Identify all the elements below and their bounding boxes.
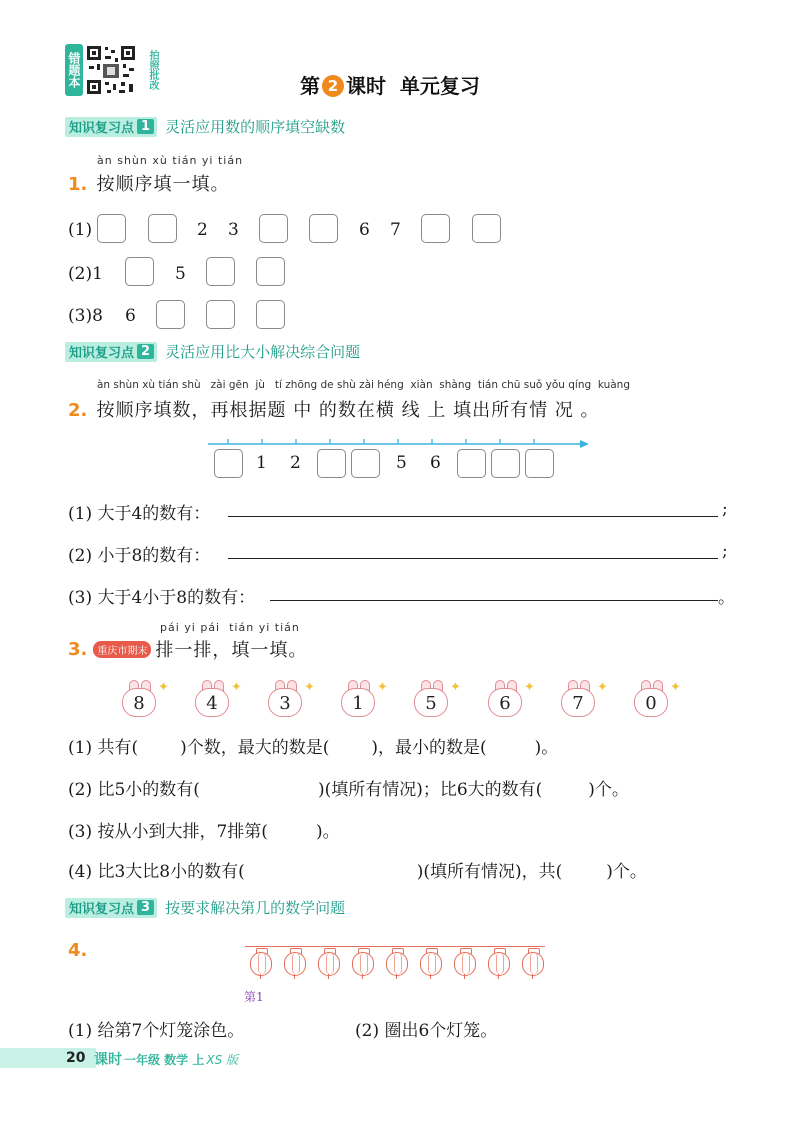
- number-card: 1 ✦: [339, 680, 377, 716]
- section-header-2: [65, 341, 360, 362]
- number-card: 4 ✦: [193, 680, 231, 716]
- qr-code-icon[interactable]: [85, 44, 137, 96]
- footer-brand: 课时 一年级 数学 上 XS 版: [94, 1052, 239, 1068]
- answer-box[interactable]: [256, 257, 285, 286]
- number-line-box[interactable]: [491, 449, 520, 478]
- number-card: 7 ✦: [559, 680, 597, 716]
- lantern[interactable]: [250, 948, 272, 978]
- lesson-number-badge: 2: [322, 75, 344, 97]
- review-point-badge: 知识复习点 1: [65, 117, 157, 137]
- answer-box[interactable]: [125, 257, 154, 286]
- q2-end-2: ;: [722, 541, 728, 561]
- given-number: 5: [175, 264, 186, 284]
- given-number: 7: [390, 220, 401, 240]
- q1-row1-label: (1): [68, 220, 93, 240]
- section-header-1: [65, 116, 345, 137]
- page-title: 第 2 课时 单元复习: [300, 74, 480, 98]
- q4-item-2: (2) 圈出6个灯笼。: [355, 1021, 498, 1041]
- answer-box[interactable]: [206, 257, 235, 286]
- number-line-box[interactable]: [351, 449, 380, 478]
- q1-prompt: 1. 按顺序填一填。: [68, 174, 230, 195]
- answer-box[interactable]: [309, 214, 338, 243]
- lantern-string: [245, 946, 545, 947]
- q2-prompt: 2. 按顺序填数，再根据题 中 的数在横 线 上 填出所有情 况 。: [68, 400, 600, 421]
- q3-line-1: (1) 共有( )个数，最大的数是( )，最小的数是( )。: [68, 738, 559, 758]
- number-line-box[interactable]: [457, 449, 486, 478]
- q3-pinyin: pái yi pái tián yi tián: [160, 621, 300, 634]
- given-number: 2: [197, 220, 208, 240]
- q4-item-1: (1) 给第7个灯笼涂色。: [68, 1021, 245, 1041]
- page-number: 20: [66, 1050, 86, 1066]
- review-point-badge: 知识复习点 2: [65, 342, 157, 362]
- given-number: 6: [125, 306, 136, 326]
- q3-line-4: (4) 比3大比8小的数有( )(填所有情况)，共( )个。: [68, 862, 647, 882]
- lantern[interactable]: [352, 948, 374, 978]
- lantern[interactable]: [386, 948, 408, 978]
- lantern[interactable]: [522, 948, 544, 978]
- number-line-value: 2: [290, 453, 301, 473]
- q2-item-1: (1) 大于4的数有：: [68, 504, 211, 524]
- q3-line-3: (3) 按从小到大排，7排第( )。: [68, 822, 340, 842]
- answer-line[interactable]: [228, 558, 718, 559]
- wrong-book-label: 错题本: [65, 44, 83, 96]
- q4-number: 4.: [68, 940, 88, 961]
- q2-item-3: (3) 大于4小于8的数有：: [68, 588, 256, 608]
- answer-box[interactable]: [421, 214, 450, 243]
- number-line-box[interactable]: [525, 449, 554, 478]
- answer-box[interactable]: [206, 300, 235, 329]
- q1-pinyin: àn shùn xù tián yi tián: [97, 154, 244, 167]
- number-line-box[interactable]: [214, 449, 243, 478]
- section-title: 灵活应用比大小解决综合问题: [165, 343, 361, 361]
- number-card: 8 ✦: [120, 680, 158, 716]
- q1-row3-label: (3)8: [68, 306, 103, 326]
- number-card: 5 ✦: [412, 680, 450, 716]
- answer-line[interactable]: [270, 600, 718, 601]
- q2-end-1: ;: [722, 499, 728, 519]
- review-point-badge: 知识复习点 3: [65, 898, 157, 918]
- first-lantern-label: 第1: [244, 990, 264, 1004]
- lantern[interactable]: [284, 948, 306, 978]
- number-line-value: 1: [256, 453, 267, 473]
- lantern[interactable]: [318, 948, 340, 978]
- section-header-3: [65, 897, 345, 918]
- number-line-value: 5: [396, 453, 407, 473]
- number-card: 3 ✦: [266, 680, 304, 716]
- answer-box[interactable]: [156, 300, 185, 329]
- number-line-value: 6: [430, 453, 441, 473]
- section-title: 灵活应用数的顺序填空缺数: [165, 118, 346, 136]
- given-number: 6: [359, 220, 370, 240]
- answer-box[interactable]: [148, 214, 177, 243]
- answer-box[interactable]: [472, 214, 501, 243]
- q3-prompt: 3. 重庆市期末 排一排，填一填。: [68, 638, 308, 661]
- answer-line[interactable]: [228, 516, 718, 517]
- q1-row2-label: (2)1: [68, 264, 103, 284]
- qr-block[interactable]: [65, 42, 157, 98]
- number-line-box[interactable]: [317, 449, 346, 478]
- q2-pinyin: àn shùn xù tián shù zài gēn jù tí zhōng de shù zài héng xiàn shàng tián chū suǒ yǒu qíng kuàng: [97, 379, 631, 391]
- q2-item-2: (2) 小于8的数有：: [68, 546, 211, 566]
- source-tag: 重庆市期末: [93, 641, 151, 658]
- answer-box[interactable]: [97, 214, 126, 243]
- q2-end-3: 。: [718, 588, 735, 608]
- number-card: 0 ✦: [632, 680, 670, 716]
- number-card: 6 ✦: [486, 680, 524, 716]
- section-title: 按要求解决第几的数学问题: [165, 899, 346, 917]
- lantern[interactable]: [488, 948, 510, 978]
- answer-box[interactable]: [259, 214, 288, 243]
- q3-line-2: (2) 比5小的数有( )(填所有情况)；比6大的数有( )个。: [68, 780, 629, 800]
- lantern[interactable]: [454, 948, 476, 978]
- lantern[interactable]: [420, 948, 442, 978]
- answer-box[interactable]: [256, 300, 285, 329]
- given-number: 3: [228, 220, 239, 240]
- photo-correct-label: 拍照批改: [147, 50, 158, 90]
